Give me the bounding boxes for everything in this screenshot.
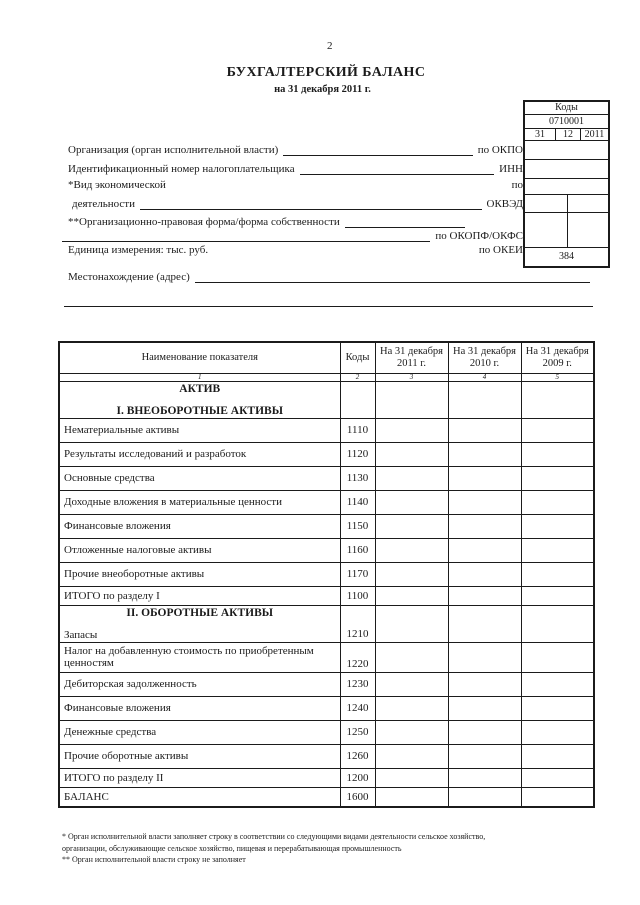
fill-in-line — [300, 164, 495, 175]
value-cell — [448, 672, 521, 696]
value-cell — [521, 696, 594, 720]
field-okopf-line — [57, 229, 523, 243]
col-header-2010: На 31 декабря 2010 г. — [448, 342, 521, 373]
okved-right-cell — [567, 195, 608, 212]
value-cell — [375, 768, 448, 787]
page-number: 2 — [327, 40, 333, 52]
row-label: Дебиторская задолженность — [59, 672, 340, 696]
value-cell — [375, 720, 448, 744]
okved-value-cell — [525, 194, 608, 212]
field-unit — [68, 244, 523, 257]
value-cell — [448, 720, 521, 744]
column-numbers-row — [59, 373, 594, 381]
value-cell — [521, 442, 594, 466]
row-code: 1220 — [340, 642, 375, 672]
value-cell — [521, 768, 594, 787]
okopf-okfs-value-cell — [525, 212, 608, 247]
value-cell — [448, 514, 521, 538]
col-number: 5 — [521, 373, 594, 381]
value-cell — [375, 696, 448, 720]
row-label: Финансовые вложения — [59, 514, 340, 538]
row-label: Прочие оборотные активы — [59, 744, 340, 768]
field-code-label: по ОКЕИ — [478, 244, 523, 256]
value-cell — [521, 672, 594, 696]
value-cell — [375, 381, 448, 418]
value-cell — [448, 381, 521, 418]
col-number: 1 — [59, 373, 340, 381]
value-cell — [521, 466, 594, 490]
value-cell — [375, 586, 448, 605]
okopf-left-cell — [525, 213, 567, 247]
date-month-cell: 12 — [555, 129, 580, 140]
row-label: Налог на добавленную стоимость по приобретенным ценностям — [59, 642, 340, 672]
table-row — [59, 562, 594, 586]
field-code-label: ОКВЭД — [486, 198, 523, 210]
value-cell — [375, 490, 448, 514]
value-cell — [448, 744, 521, 768]
col-header-name: Наименование показателя — [59, 342, 340, 373]
col-number: 4 — [448, 373, 521, 381]
value-cell — [448, 490, 521, 514]
value-cell — [375, 605, 448, 642]
field-code-label: по ОКОПФ/ОКФС — [435, 230, 523, 242]
col-header-2009: На 31 декабря 2009 г. — [521, 342, 594, 373]
value-cell — [521, 787, 594, 807]
table-row — [59, 720, 594, 744]
section-cell — [59, 605, 340, 642]
row-label: Прочие внеоборотные активы — [59, 562, 340, 586]
row-code: 1110 — [340, 418, 375, 442]
balance-total-row — [59, 787, 594, 807]
okpo-value-cell — [525, 140, 608, 159]
footnote: * Орган исполнительной власти заполняет строку в соответствии со следующими видами деятельности сельское хозяйство, организации, обслуживающие сельское хозяйство, пищевая и перерабатывающая промышленность — [62, 832, 486, 853]
row-label: ИТОГО по разделу II — [59, 768, 340, 787]
value-cell — [521, 562, 594, 586]
okved-left-cell — [525, 195, 567, 212]
row-code: 1260 — [340, 744, 375, 768]
value-cell — [375, 562, 448, 586]
field-location — [68, 270, 595, 284]
row-code: 1200 — [340, 768, 375, 787]
field-label: Единица измерения: тыс. руб. — [68, 244, 209, 256]
value-cell — [375, 787, 448, 807]
field-code-label: по ОКПО — [477, 144, 523, 156]
field-activity-line2 — [72, 198, 523, 211]
value-cell — [448, 418, 521, 442]
value-cell — [521, 538, 594, 562]
okei-value-cell: 384 — [525, 247, 608, 266]
balance-table — [58, 341, 595, 808]
value-cell — [375, 672, 448, 696]
row-code: 1160 — [340, 538, 375, 562]
value-cell — [521, 605, 594, 642]
row-label: Доходные вложения в материальные ценности — [59, 490, 340, 514]
inn-value-cell — [525, 159, 608, 178]
footnotes — [62, 831, 486, 866]
field-label: Идентификационный номер налогоплательщика — [68, 163, 295, 175]
row-label: Запасы — [64, 628, 98, 641]
col-number: 3 — [375, 373, 448, 381]
row-code: 1150 — [340, 514, 375, 538]
fill-in-line — [195, 272, 590, 283]
field-inn — [68, 162, 523, 176]
field-label: Организация (орган исполнительной власти) — [68, 144, 279, 156]
table-row — [59, 490, 594, 514]
table-row — [59, 442, 594, 466]
row-label: БАЛАНС — [59, 787, 340, 807]
value-cell — [448, 586, 521, 605]
okfs-right-cell — [567, 213, 608, 247]
date-day-cell: 31 — [535, 129, 545, 140]
fill-in-line — [283, 145, 472, 156]
row-code: 1230 — [340, 672, 375, 696]
value-cell — [448, 642, 521, 672]
table-row — [59, 672, 594, 696]
row-label: Нематериальные активы — [59, 418, 340, 442]
value-cell — [375, 744, 448, 768]
value-cell — [448, 442, 521, 466]
row-label: Отложенные налоговые активы — [59, 538, 340, 562]
section2-header-row — [59, 605, 594, 642]
table-row — [59, 696, 594, 720]
row-code: 1170 — [340, 562, 375, 586]
value-cell — [375, 442, 448, 466]
fill-in-line — [140, 199, 482, 210]
col-header-2011: На 31 декабря 2011 г. — [375, 342, 448, 373]
section-cell — [59, 381, 340, 418]
field-legal-form — [68, 216, 470, 229]
value-cell — [375, 514, 448, 538]
date-year-cell: 2011 — [580, 129, 608, 140]
field-code-label: ИНН — [499, 163, 523, 175]
row-code: 1140 — [340, 490, 375, 514]
codes-box-header: Коды — [555, 102, 578, 113]
row-label: Результаты исследований и разработок — [59, 442, 340, 466]
value-cell — [375, 642, 448, 672]
row-code: 1100 — [340, 586, 375, 605]
field-activity-line1 — [68, 179, 523, 192]
aktiv-header: АКТИВ — [179, 382, 221, 395]
row-code: 1120 — [340, 442, 375, 466]
row-code: 1250 — [340, 720, 375, 744]
row-label: ИТОГО по разделу I — [59, 586, 340, 605]
table-row — [59, 538, 594, 562]
field-label: *Вид экономической — [68, 179, 166, 191]
table-row — [59, 514, 594, 538]
row-code: 1240 — [340, 696, 375, 720]
row-label: Денежные средства — [59, 720, 340, 744]
okved-upper-cell — [525, 178, 608, 194]
value-cell — [448, 538, 521, 562]
field-organization — [68, 143, 523, 157]
value-cell — [521, 514, 594, 538]
table-row — [59, 466, 594, 490]
value-cell — [448, 787, 521, 807]
fill-in-line — [345, 217, 465, 228]
footnote: ** Орган исполнительной власти строку не заполняет — [62, 855, 246, 865]
value-cell — [375, 466, 448, 490]
col-number: 2 — [340, 373, 375, 381]
row-label: Основные средства — [59, 466, 340, 490]
value-cell — [448, 605, 521, 642]
table-row — [59, 418, 594, 442]
section2-total-row — [59, 768, 594, 787]
form-code-cell: 0710001 — [525, 114, 608, 128]
codes-box — [523, 100, 610, 268]
value-cell — [448, 562, 521, 586]
field-code-label: по — [511, 179, 523, 191]
table-header-row — [59, 342, 594, 373]
value-cell — [521, 744, 594, 768]
field-label: деятельности — [72, 198, 135, 210]
value-cell — [448, 696, 521, 720]
value-cell — [521, 642, 594, 672]
value-cell — [375, 538, 448, 562]
value-cell — [448, 466, 521, 490]
code-cell — [340, 381, 375, 418]
row-code: 1210 — [340, 605, 375, 642]
section2-header: II. ОБОРОТНЫЕ АКТИВЫ — [126, 606, 274, 619]
fill-in-line — [64, 292, 593, 307]
row-code: 1600 — [340, 787, 375, 807]
value-cell — [521, 720, 594, 744]
value-cell — [521, 381, 594, 418]
field-label: **Организационно-правовая форма/форма собственности — [68, 216, 340, 228]
document-subtitle: на 31 декабря 2011 г. — [274, 84, 371, 95]
field-label: Местонахождение (адрес) — [68, 271, 190, 283]
section1-total-row — [59, 586, 594, 605]
row-label: Финансовые вложения — [59, 696, 340, 720]
value-cell — [521, 418, 594, 442]
section-aktiv-row — [59, 381, 594, 418]
col-header-codes: Коды — [340, 342, 375, 373]
value-cell — [521, 586, 594, 605]
table-row — [59, 744, 594, 768]
section1-header: I. ВНЕОБОРОТНЫЕ АКТИВЫ — [116, 404, 283, 417]
value-cell — [375, 418, 448, 442]
value-cell — [448, 768, 521, 787]
row-code: 1130 — [340, 466, 375, 490]
fill-in-line — [62, 231, 430, 242]
report-date-row — [525, 128, 608, 140]
table-row — [59, 642, 594, 672]
document-title: БУХГАЛТЕРСКИЙ БАЛАНС — [226, 65, 426, 80]
value-cell — [521, 490, 594, 514]
